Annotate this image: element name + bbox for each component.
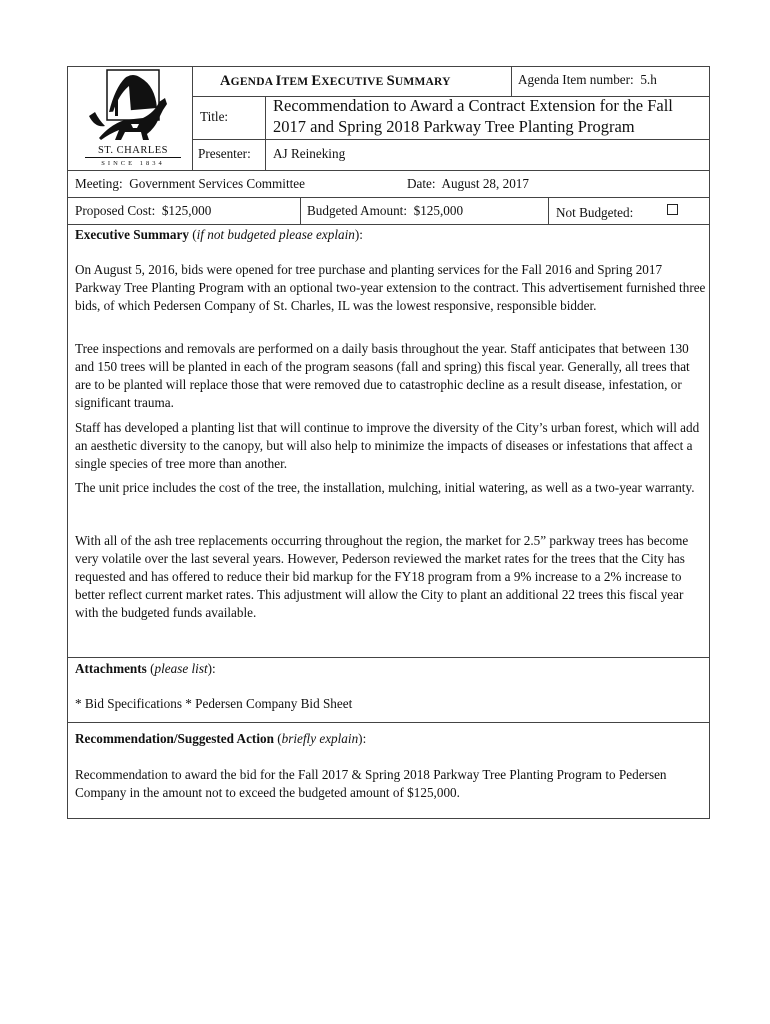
cost-col-divider-2	[548, 197, 549, 224]
recommendation-text: Recommendation to award the bid for the Fall 2017 & Spring 2018 Parkway Tree Planting Program to Pedersen Company in the amount not to exceed the budgeted amount of $125,000.	[75, 767, 667, 800]
proposed-cost-value: $125,000	[161, 203, 212, 218]
not-budgeted-checkbox[interactable]	[667, 204, 678, 215]
form-title: AGENDA ITEM EXECUTIVE SUMMARY	[220, 73, 451, 89]
logo-divider	[192, 66, 193, 171]
attachments-divider	[67, 657, 710, 658]
title-label-divider	[265, 96, 266, 171]
recommendation-note: briefly explain	[281, 731, 359, 746]
summary-paragraph-2: Tree inspections and removals are performed on a daily basis throughout the year. Staff anticipates that between 130 and 150 trees will be planted in each of the program seasons (fall and spring) this fiscal year. Generally, all trees that are to be planted will replace those that were removed due to catastrophic decline as a result disease, infestation, or significant trauma.	[75, 341, 690, 410]
executive-summary-note: if not budgeted please explain	[196, 227, 355, 242]
budgeted-amount-label: Budgeted Amount:	[307, 203, 408, 218]
proposed-cost-field	[75, 203, 211, 219]
cost-divider	[67, 197, 710, 198]
date-value: August 28, 2017	[441, 176, 529, 191]
meeting-label: Meeting:	[75, 176, 123, 191]
budgeted-amount-field	[307, 203, 463, 219]
executive-summary-heading: Executive Summary (if not budgeted please explain):	[75, 227, 363, 242]
summary-divider	[67, 224, 710, 225]
budgeted-amount-value: $125,000	[413, 203, 464, 218]
meeting-value: Government Services Committee	[129, 176, 306, 191]
proposed-cost-label: Proposed Cost:	[75, 203, 156, 218]
presenter-value: AJ Reineking	[273, 146, 346, 161]
recommendation-heading: Recommendation/Suggested Action (briefly explain):	[75, 731, 367, 746]
summary-paragraph-1: On August 5, 2016, bids were opened for tree purchase and planting services for the Fall 2016 and Spring 2017 Parkway Tree Planting Program with an optional two-year extension to the contract. This advertisement furnished three bids, of which Pedersen Company of St. Charles, IL was the lowest responsive, responsible bidder.	[75, 262, 706, 313]
agenda-item-value: 5.h	[640, 72, 657, 87]
title-line-1: Recommendation to Award a Contract Extension for the Fall	[273, 96, 673, 115]
presenter-divider	[192, 139, 710, 140]
summary-paragraph-3: Staff has developed a planting list that will continue to improve the diversity of the City’s urban forest, which will add an aesthetic diversity to the canopy, but will also help to minimize the impacts of diseases or infestations that affect a single species of tree more than another.	[75, 420, 700, 471]
attachments-list: * Bid Specifications * Pedersen Company Bid Sheet	[75, 696, 353, 711]
fox-tree-emblem	[85, 68, 181, 142]
not-budgeted-label: Not Budgeted:	[556, 205, 634, 220]
meeting-divider	[67, 170, 710, 171]
date-field	[407, 176, 529, 192]
agenda-number-divider	[511, 66, 512, 96]
title-line-2: 2017 and Spring 2018 Parkway Tree Planting Program	[273, 117, 635, 136]
logo-name: ST. CHARLES	[85, 145, 181, 158]
agenda-item-number	[518, 72, 657, 88]
summary-paragraph-4: The unit price includes the cost of the tree, the installation, mulching, initial watering, as well as a two-year warranty.	[75, 480, 695, 495]
city-logo	[85, 68, 181, 168]
logo-since: SINCE 1834	[101, 160, 165, 167]
recommendation-divider	[67, 722, 710, 723]
cost-col-divider-1	[300, 197, 301, 224]
summary-paragraph-5: With all of the ash tree replacements occurring throughout the region, the market for 2.5” parkway trees has become very volatile over the last several years. However, Pederson reviewed the market rates for the trees that the City has requested and has offered to reduce their bid markup for the FY18 program from a 9% increase to a 2% increase to better reflect current market rates. This adjustment will allow the City to plant an additional 22 trees this fiscal year with the budgeted funds available.	[75, 533, 689, 620]
agenda-item-label: Agenda Item number:	[518, 72, 634, 87]
date-label: Date:	[407, 176, 436, 191]
attachments-heading: Attachments (please list):	[75, 661, 216, 676]
presenter-label: Presenter:	[198, 146, 251, 161]
attachments-note: please list	[154, 661, 208, 676]
title-label: Title:	[200, 109, 229, 124]
meeting-field	[75, 176, 305, 192]
